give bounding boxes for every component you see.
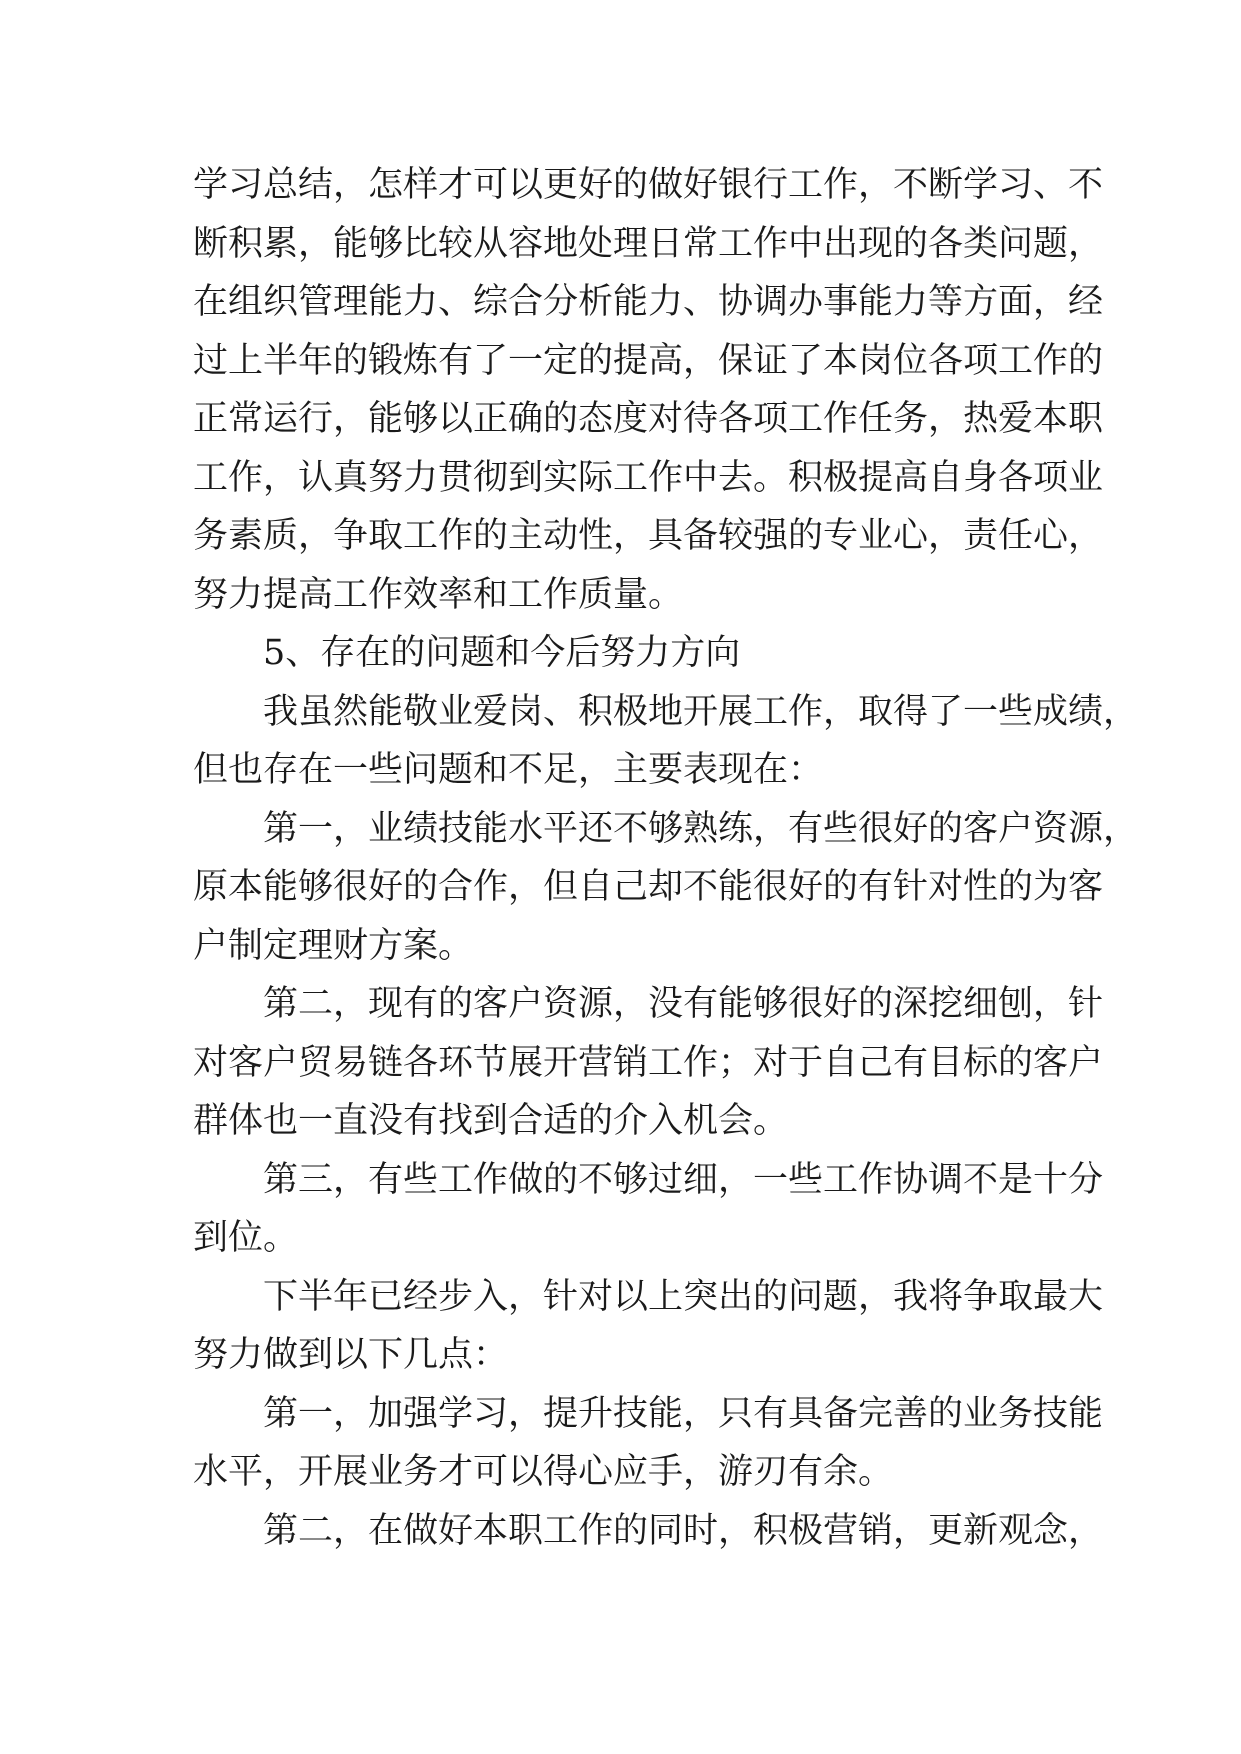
text-line: 过上半年的锻炼有了一定的提高，保证了本岗位各项工作的: [193, 340, 1104, 381]
text-line: 努力做到以下几点：: [193, 1335, 509, 1375]
text-line: 学习总结，怎样才可以更好的做好银行工作，不断学习、不: [193, 165, 1104, 205]
text-line: 第二，在做好本职工作的同时，积极营销，更新观念，: [263, 1510, 1104, 1551]
text-line: 户制定理财方案。: [193, 925, 474, 966]
text-line: 到位。: [193, 1218, 299, 1258]
text-line: 我虽然能敬业爱岗、积极地开展工作，取得了一些成绩，: [263, 691, 1139, 732]
text-line: 下半年已经步入，针对以上突出的问题，我将争取最大: [263, 1276, 1104, 1317]
text-line: 务素质，争取工作的主动性，具备较强的专业心，责任心，: [193, 516, 1104, 556]
text-line: 在组织管理能力、综合分析能力、协调办事能力等方面，经: [193, 282, 1104, 322]
text-line: 断积累，能够比较从容地处理日常工作中出现的各类问题，: [193, 223, 1104, 264]
text-line: 第三，有些工作做的不够过细，一些工作协调不是十分: [263, 1159, 1104, 1200]
text-line: 群体也一直没有找到合适的介入机会。: [193, 1101, 789, 1141]
document-body: [193, 156, 1139, 1560]
text-line: 对客户贸易链各环节展开营销工作；对于自己有目标的客户: [193, 1042, 1104, 1083]
text-line: 第二，现有的客户资源，没有能够很好的深挖细刨，针: [263, 984, 1104, 1024]
text-line: 工作，认真努力贯彻到实际工作中去。积极提高自身各项业: [193, 457, 1104, 498]
text-line: 努力提高工作效率和工作质量。: [193, 574, 684, 615]
section-heading: 5、存在的问题和今后努力方向: [263, 633, 741, 673]
text-line: 第一，加强学习，提升技能，只有具备完善的业务技能: [263, 1393, 1104, 1434]
text-line: 但也存在一些问题和不足，主要表现在：: [193, 750, 824, 790]
text-line: 正常运行，能够以正确的态度对待各项工作任务，热爱本职: [193, 399, 1104, 439]
text-line: 原本能够很好的合作，但自己却不能很好的有针对性的为客: [193, 867, 1104, 907]
text-line: 第一，业绩技能水平还不够熟练，有些很好的客户资源，: [263, 808, 1139, 849]
text-line: 水平，开展业务才可以得心应手，游刃有余。: [193, 1452, 894, 1492]
